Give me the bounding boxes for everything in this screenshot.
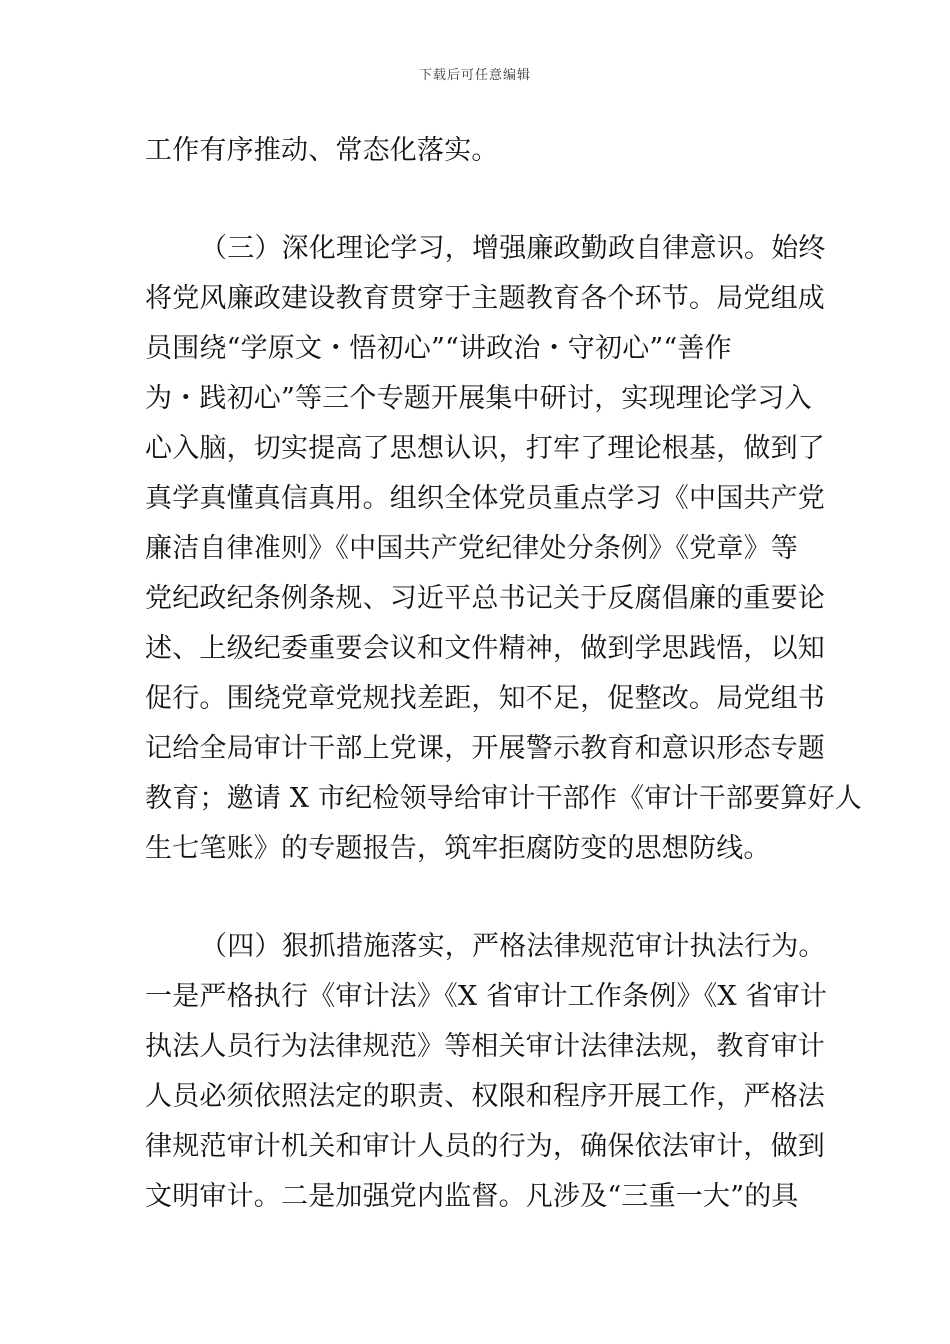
section-4-heading-line: （四）狠抓措施落实，严格法律规范审计执法行为。 — [200, 931, 826, 962]
text-line-4: 员围绕“学原文・悟初心”“讲政治・守初心”“善作 — [145, 333, 732, 364]
text-line-6: 心入脑，切实提高了思想认识，打牢了理论根基，做到了 — [145, 433, 825, 464]
text-line-12: 记给全局审计干部上党课，开展警示教育和意识形态专题 — [145, 733, 825, 764]
text-line-8: 廉洁自律准则》《中国共产党纪律处分条例》《党章》等 — [145, 533, 798, 564]
text-line-7: 真学真懂真信真用。组织全体党员重点学习《中国共产党 — [145, 483, 825, 514]
text-line-11: 促行。围绕党章党规找差距，知不足，促整改。局党组书 — [145, 683, 825, 714]
text-line-1: 工作有序推动、常态化落实。 — [145, 135, 499, 166]
text-line-10: 述、上级纪委重要会议和文件精神，做到学思践悟，以知 — [145, 633, 825, 664]
text-line-19: 律规范审计机关和审计人员的行为，确保依法审计，做到 — [145, 1131, 825, 1162]
page-header: 下载后可任意编辑 — [418, 68, 531, 83]
section-3-heading-line: （三）深化理论学习，增强廉政勤政自律意识。始终 — [200, 233, 826, 264]
text-line-14: 生七笔账》的专题报告，筑牢拒腐防变的思想防线。 — [145, 833, 771, 864]
text-line-5: 为・践初心”等三个专题开展集中研讨，实现理论学习入 — [145, 383, 812, 414]
text-line-3: 将党风廉政建设教育贯穿于主题教育各个环节。局党组成 — [145, 283, 825, 314]
text-line-13: 教育；邀请 X 市纪检领导给审计干部作《审计干部要算好人 — [145, 783, 862, 814]
text-line-9: 党纪政纪条例条规、习近平总书记关于反腐倡廉的重要论 — [145, 583, 825, 614]
text-line-16: 一是严格执行《审计法》《X 省审计工作条例》《X 省审计 — [145, 981, 828, 1012]
text-line-20: 文明审计。二是加强党内监督。凡涉及“三重一大”的具 — [145, 1181, 799, 1212]
text-line-18: 人员必须依照法定的职责、权限和程序开展工作，严格法 — [145, 1081, 825, 1112]
text-line-17: 执法人员行为法律规范》等相关审计法律法规，教育审计 — [145, 1031, 825, 1062]
